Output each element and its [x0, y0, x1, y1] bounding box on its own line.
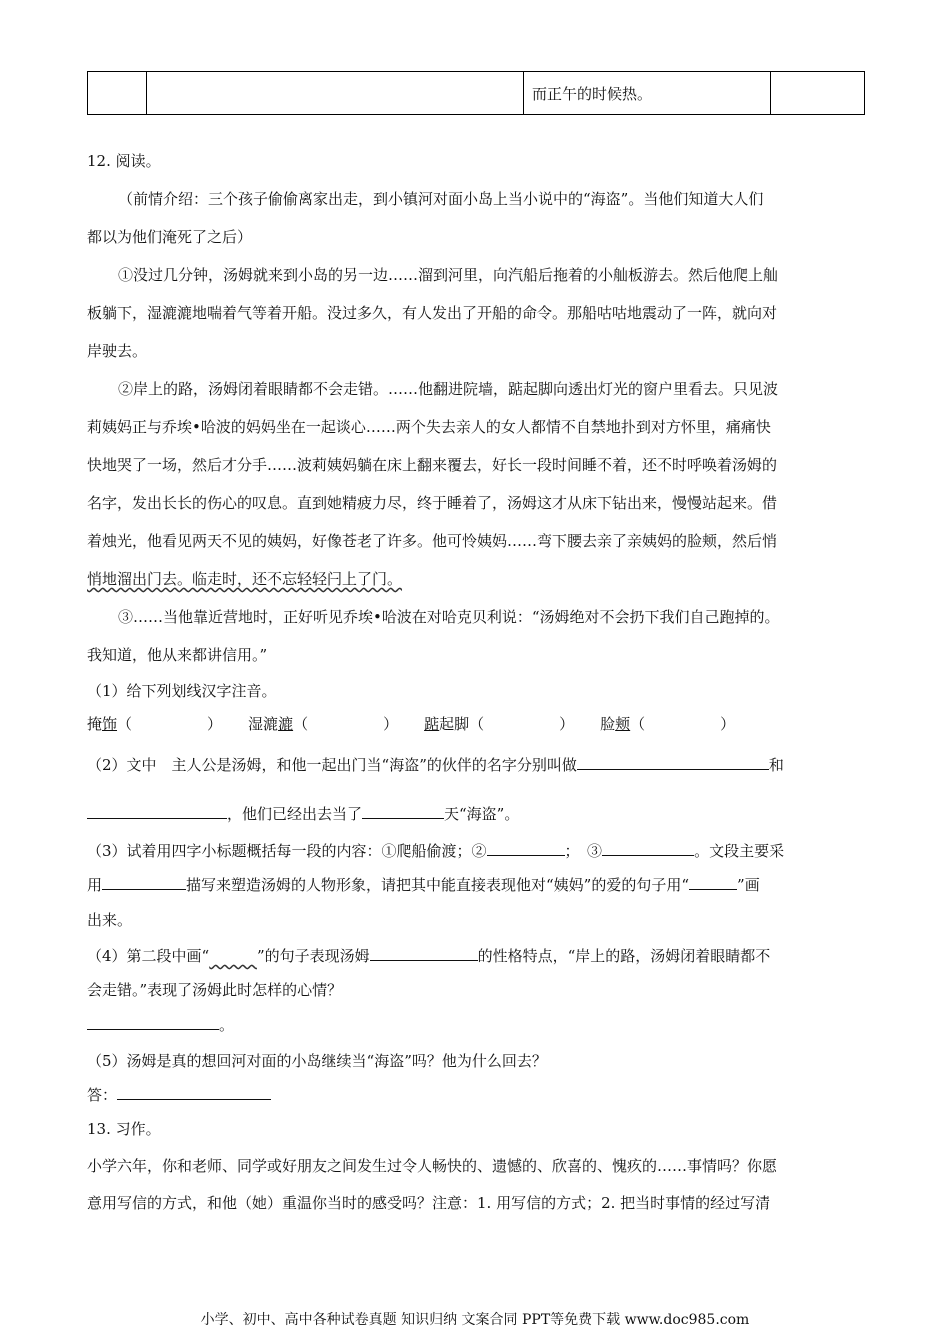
answer-blank[interactable]	[102, 874, 186, 890]
pinyin-item: 脸颊（ ）	[600, 715, 736, 733]
sub-question-3-cont: 用 描写来塑造汤姆的人物形象，请把其中能直接表现他对“姨妈”的爱的句子用“ ”画	[87, 876, 760, 894]
paragraph-3-line: 我知道，他从来都讲信用。”	[87, 646, 268, 664]
table-cell	[147, 72, 524, 115]
sub-question-3: （3）试着用四字小标题概括每一段的内容：①爬船偷渡；② ； ③ 。文段主要采	[87, 842, 785, 860]
intro-line: 都以为他们淹死了之后）	[87, 228, 253, 246]
paragraph-1-line: 岸驶去。	[87, 342, 148, 360]
answer-paren[interactable]: （ ）	[293, 715, 399, 733]
pinyin-row	[87, 713, 735, 734]
underlined-char: 踮	[424, 715, 440, 733]
answer-paren[interactable]: （ ）	[469, 715, 575, 733]
answer-line: 答：	[87, 1084, 271, 1105]
sub-question-4: （4）第二段中画“ ”的句子表现汤姆 的性格特点，“岸上的路，汤姆闭着眼睛都不	[87, 947, 771, 965]
answer-blank[interactable]	[602, 840, 694, 856]
sub-question-2: （2）文中 主人公是汤姆，和他一起出门当“海盗”的伙伴的名字分别叫做 和	[87, 756, 784, 774]
paragraph-2-line: 莉姨妈正与乔埃•哈波的妈妈坐在一起谈心……两个失去亲人的女人都情不自禁地扑到对方怀里，痛痛快	[87, 418, 771, 436]
paragraph-2-line-wavy	[87, 568, 402, 589]
wavy-line-sample	[209, 947, 257, 965]
paragraph-3-line: ③……当他靠近营地时，正好听见乔埃•哈波在对哈克贝利说：“汤姆绝对不会扔下我们自己跑掉的。	[118, 608, 780, 626]
paragraph-1-line: ①没过几分钟，汤姆就来到小岛的另一边……溜到河里，向汽船后拖着的小舢板游去。然后他爬上舢	[118, 266, 779, 284]
sub-question-1: （1）给下列划线汉字注音。	[87, 682, 277, 700]
table-cell: 而正午的时候热。	[524, 72, 771, 115]
answer-blank[interactable]	[87, 803, 227, 819]
paragraph-2-line: 着烛光，他看见两天不见的姨妈，好像苍老了许多。他可怜姨妈……弯下腰去亲了亲姨妈的脸颊，然后悄	[87, 532, 778, 550]
pinyin-item: 踮起脚（ ）	[424, 715, 575, 733]
underlined-char: 漉	[278, 715, 294, 733]
answer-blank[interactable]	[117, 1084, 271, 1100]
sub-question-2-cont: ，他们已经出去当了 天“海盗”。	[87, 803, 519, 824]
answer-blank[interactable]	[487, 840, 565, 856]
answer-table-fragment	[87, 71, 865, 115]
answer-blank[interactable]	[577, 754, 769, 770]
footer-text: 小学、初中、高中各种试卷真题 知识归纳 文案合同 PPT等免费下载 www.doc985.com	[200, 1312, 750, 1328]
essay-prompt-line: 小学六年，你和老师、同学或好朋友之间发生过令人畅快的、遗憾的、欣喜的、愧疚的……事情吗？你愿	[87, 1157, 778, 1175]
paragraph-1-line: 板躺下，湿漉漉地喘着气等着开船。没过多久，有人发出了开船的命令。那船咕咕地震动了一阵，就向对	[87, 304, 778, 322]
answer-blank[interactable]	[87, 1014, 219, 1030]
wavy-underlined-sentence: 悄地溜出门去。临走时，还不忘轻轻闩上了门。	[87, 570, 403, 588]
question-13-title: 13. 习作。	[87, 1120, 161, 1138]
underlined-char: 颊	[615, 715, 631, 733]
sub-question-3-end: 出来。	[87, 911, 133, 929]
line-sample	[689, 874, 737, 890]
underlined-char: 饰	[102, 715, 118, 733]
paragraph-2-line: 名字，发出长长的伤心的叹息。直到她精疲力尽，终于睡着了，汤姆这才从床下钻出来，慢慢站起来。借	[87, 494, 778, 512]
answer-paren[interactable]: （ ）	[630, 715, 736, 733]
table-cell	[771, 72, 865, 115]
sub-question-5: （5）汤姆是真的想回河对面的小岛继续当“海盗”吗？他为什么回去？	[87, 1052, 547, 1070]
pinyin-item: 掩饰（ ）	[87, 715, 223, 733]
paragraph-2-line: ②岸上的路，汤姆闭着眼睛都不会走错。……他翻进院墙，踮起脚向透出灯光的窗户里看去。只见波	[118, 380, 779, 398]
intro-line: （前情介绍：三个孩子偷偷离家出走，到小镇河对面小岛上当小说中的“海盗”。当他们知道大人们	[118, 190, 764, 208]
answer-paren[interactable]: （ ）	[117, 715, 223, 733]
answer-blank[interactable]	[362, 803, 444, 819]
sub-question-4-answer: 。	[87, 1014, 234, 1035]
answer-blank[interactable]	[370, 945, 478, 961]
table-cell	[88, 72, 147, 115]
sub-question-4-cont: 会走错。”表现了汤姆此时怎样的心情？	[87, 981, 343, 999]
essay-prompt-line: 意用写信的方式，和他（她）重温你当时的感受吗？注意：1. 用写信的方式；2. 把当时事情的经过写清	[87, 1194, 771, 1212]
paragraph-2-line: 快地哭了一场，然后才分手……波莉姨妈躺在床上翻来覆去，好长一段时间睡不着，还不时呼唤着汤姆的	[87, 456, 778, 474]
pinyin-item: 湿漉漉（ ）	[248, 715, 399, 733]
question-12-title: 12. 阅读。	[87, 152, 161, 170]
